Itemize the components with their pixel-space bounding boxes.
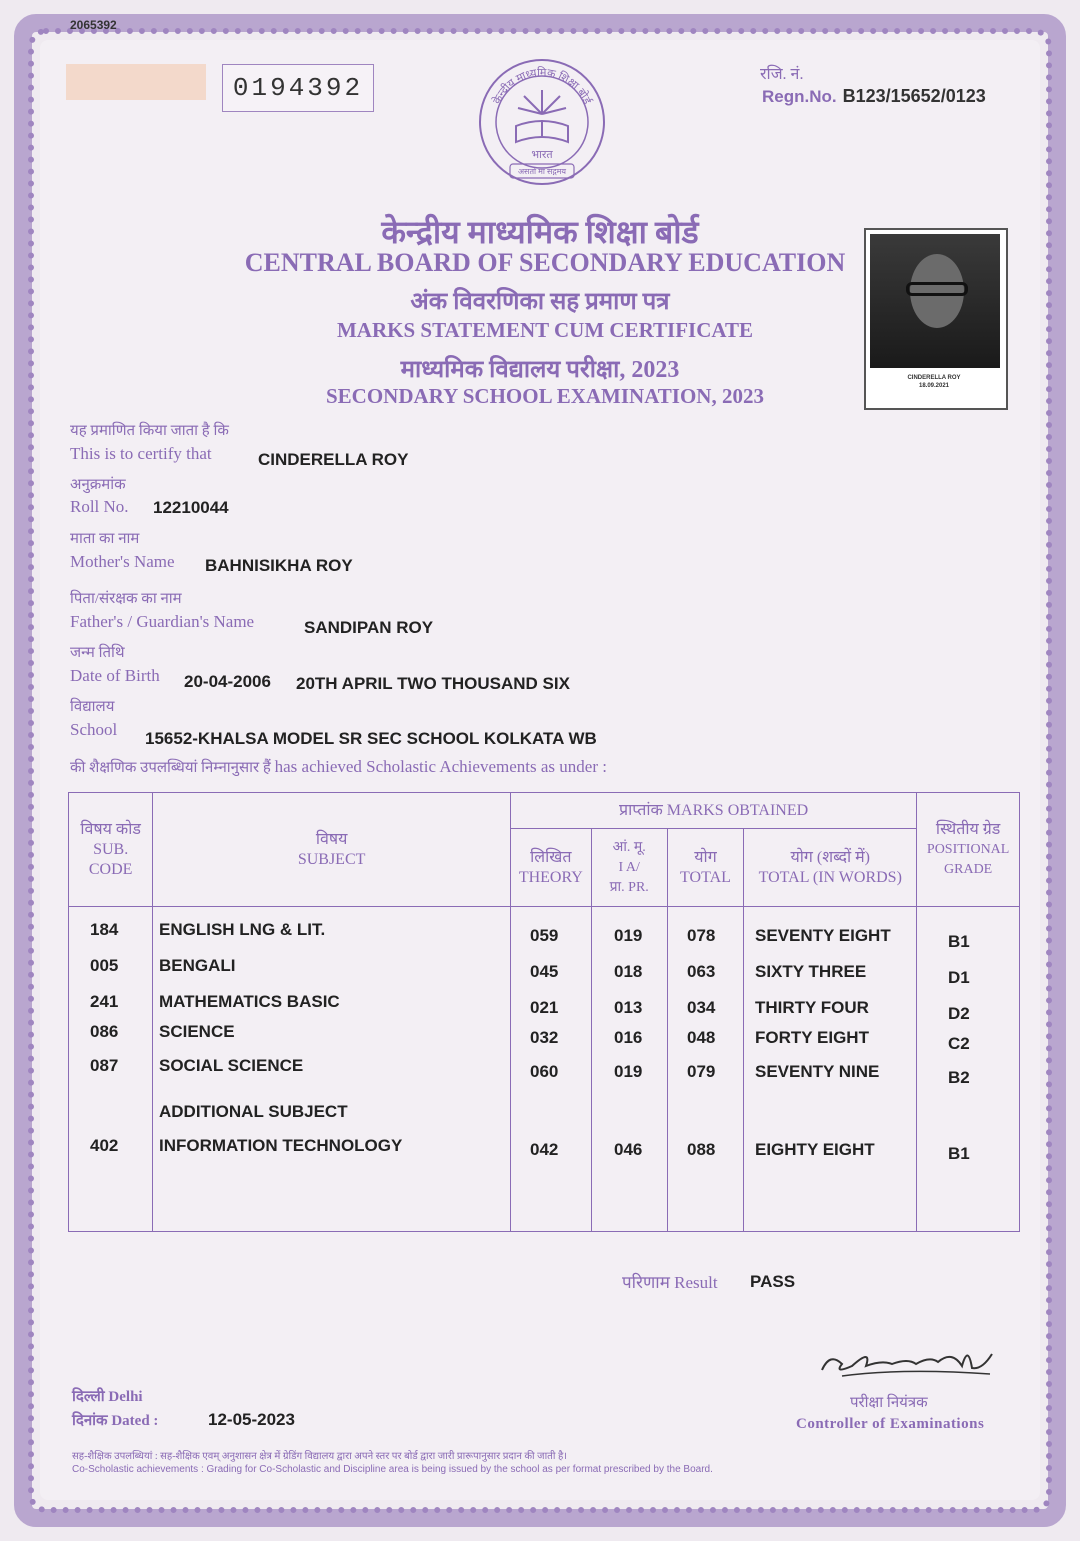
subject-name: SOCIAL SCIENCE xyxy=(159,1056,304,1075)
exam-name-hindi: माध्यमिक विद्यालय परीक्षा, 2023 xyxy=(400,357,680,383)
subject-code: 086 xyxy=(90,1022,119,1041)
header-theory-en: THEORY xyxy=(518,868,583,886)
header-code xyxy=(69,793,153,907)
security-stamp xyxy=(66,64,206,100)
school-label: School xyxy=(70,720,118,739)
glasses-icon xyxy=(906,282,968,296)
certify-label: This is to certify that xyxy=(70,444,212,463)
logo-text-bottom: भारत xyxy=(531,149,553,161)
place-en: Delhi xyxy=(108,1389,143,1405)
result-label-en: Result xyxy=(674,1273,718,1292)
theory-marks: 042 xyxy=(530,1140,559,1159)
total-marks: 034 xyxy=(687,998,716,1017)
subject-code: 402 xyxy=(90,1136,119,1155)
header-ia xyxy=(591,829,667,907)
theory-marks: 059 xyxy=(530,926,559,945)
subject-code: 184 xyxy=(90,920,119,939)
grade: D1 xyxy=(948,968,970,987)
top-serial: 2065392 xyxy=(70,18,117,32)
result-label-hindi: परिणाम xyxy=(622,1273,670,1292)
total-words: THIRTY FOUR xyxy=(755,998,869,1017)
subject-code: 241 xyxy=(90,992,119,1011)
theory-marks: 032 xyxy=(530,1028,559,1047)
ia-marks: 046 xyxy=(614,1140,643,1159)
mother-label: Mother's Name xyxy=(70,552,175,571)
theory-marks: 021 xyxy=(530,998,559,1017)
subject-code: 087 xyxy=(90,1056,119,1075)
roll-label-hindi: अनुक्रमांक xyxy=(70,477,126,493)
header-words xyxy=(744,829,917,907)
header-subject xyxy=(153,793,511,907)
dated-hindi: दिनांक xyxy=(72,1413,108,1429)
dob-value: 20-04-2006 xyxy=(184,672,271,691)
header-marks xyxy=(510,793,916,829)
cert-title-hindi: अंक विवरणिका सह प्रमाण पत्र xyxy=(410,289,670,315)
total-words: SEVENTY NINE xyxy=(755,1062,880,1081)
dob-label: Date of Birth xyxy=(70,666,160,685)
total-words: EIGHTY EIGHT xyxy=(755,1140,875,1159)
header-marks-hindi: प्राप्तांक xyxy=(619,801,663,819)
subject-code: 005 xyxy=(90,956,119,975)
footnote-hindi: सह-शैक्षिक उपलब्धियां : सह-शैक्षिक एवम् अनुशासन क्षेत्र में ग्रेडिंग विद्यालय द्वारा अपने स्तर पर बोर्ड द्वारा जारी प्रारूपानुसार प्रदान की जाती है। xyxy=(72,1451,568,1462)
serial-number: 0194392 xyxy=(222,64,374,112)
certify-label-hindi: यह प्रमाणित किया जाता है कि xyxy=(70,423,229,439)
grade: B1 xyxy=(948,932,970,951)
header-total xyxy=(667,829,744,907)
header-words-en: TOTAL (IN WORDS) xyxy=(758,868,902,886)
header-total-hindi: योग xyxy=(694,848,717,866)
regn-number: B123/15652/0123 xyxy=(842,86,986,106)
subject-name: ENGLISH LNG & LIT. xyxy=(159,920,326,939)
total-words: SIXTY THREE xyxy=(755,962,867,981)
student-name: CINDERELLA ROY xyxy=(258,450,409,469)
registration xyxy=(762,86,986,107)
grade: C2 xyxy=(948,1034,970,1053)
controller-label: Controller of Examinations xyxy=(796,1416,985,1432)
controller-label-hindi: परीक्षा नियंत्रक xyxy=(850,1395,928,1411)
logo-motto: असतो मा सद्गमय xyxy=(517,167,567,176)
roll-number: 12210044 xyxy=(153,498,229,517)
header-grade-en2: GRADE xyxy=(944,861,993,877)
cbse-logo-icon xyxy=(476,56,608,188)
result-value: PASS xyxy=(750,1272,796,1291)
ia-marks: 018 xyxy=(614,962,643,981)
total-words: FORTY EIGHT xyxy=(755,1028,869,1047)
header-grade xyxy=(917,793,1020,907)
subject-name: INFORMATION TECHNOLOGY xyxy=(159,1136,403,1155)
dob-label-hindi: जन्म तिथि xyxy=(70,645,125,661)
total-marks: 063 xyxy=(687,962,716,981)
header-subject-en: SUBJECT xyxy=(297,850,366,868)
board-name-hindi: केन्द्रीय माध्यमिक शिक्षा बोर्ड xyxy=(381,214,699,250)
header-ia-hindi: आं. मू. xyxy=(612,839,646,855)
result-label xyxy=(622,1270,718,1293)
photo-caption xyxy=(866,374,1002,390)
school-name: 15652-KHALSA MODEL SR SEC SCHOOL KOLKATA WB xyxy=(145,729,597,748)
total-marks: 078 xyxy=(687,926,716,945)
header-words-hindi: योग (शब्दों में) xyxy=(790,848,871,866)
subject-name: MATHEMATICS BASIC xyxy=(159,992,340,1011)
header-code-hindi: विषय कोड xyxy=(80,820,141,838)
logo-text-top: केन्द्रीय माध्यमिक शिक्षा बोर्ड xyxy=(491,66,593,107)
dated-en: Dated : xyxy=(111,1413,159,1429)
father-label: Father's / Guardian's Name xyxy=(70,612,255,631)
total-marks: 079 xyxy=(687,1062,716,1081)
header-theory xyxy=(510,829,591,907)
board-name: CENTRAL BOARD OF SECONDARY EDUCATION xyxy=(244,248,846,277)
photo-caption-name: CINDERELLA ROY xyxy=(907,375,961,381)
additional-subject-label: ADDITIONAL SUBJECT xyxy=(159,1102,348,1121)
controller-signature xyxy=(812,1330,1002,1390)
mother-name: BAHNISIKHA ROY xyxy=(205,556,353,575)
dated-label xyxy=(72,1410,158,1430)
total-marks: 048 xyxy=(687,1028,716,1047)
header-grade-hindi: स्थितीय ग्रेड xyxy=(935,820,1001,838)
father-name: SANDIPAN ROY xyxy=(304,618,434,637)
header-code-en2: CODE xyxy=(88,860,133,878)
header-marks-en: MARKS OBTAINED xyxy=(666,801,809,819)
header-theory-hindi: लिखित xyxy=(530,848,572,866)
mother-label-hindi: माता का नाम xyxy=(70,531,140,547)
ia-marks: 013 xyxy=(614,998,643,1017)
theory-marks: 045 xyxy=(530,962,559,981)
total-words: SEVENTY EIGHT xyxy=(755,926,891,945)
ia-marks: 019 xyxy=(614,1062,643,1081)
cert-title: MARKS STATEMENT CUM CERTIFICATE xyxy=(336,318,753,342)
regn-label-hindi: रजि. नं. xyxy=(760,66,804,83)
subject-name: SCIENCE xyxy=(159,1022,235,1041)
grade: B2 xyxy=(948,1068,970,1087)
footnote: Co-Scholastic achievements : Grading for Co-Scholastic and Discipline area is being issued by the school as per format prescribed by the Board. xyxy=(72,1464,713,1475)
total-marks: 088 xyxy=(687,1140,716,1159)
subject-name: BENGALI xyxy=(159,956,236,975)
father-label-hindi: पिता/संरक्षक का नाम xyxy=(70,591,182,607)
grade: D2 xyxy=(948,1004,970,1023)
photo-caption-date: 18.09.2021 xyxy=(918,383,950,389)
date-value: 12-05-2023 xyxy=(208,1410,295,1429)
grade: B1 xyxy=(948,1144,970,1163)
achievements-hindi: की शैक्षणिक उपलब्धियां निम्नानुसार हैं xyxy=(70,760,271,776)
exam-name: SECONDARY SCHOOL EXAMINATION, 2023 xyxy=(326,384,764,408)
regn-label: Regn.No. xyxy=(762,87,837,106)
header-ia-en: I A/ xyxy=(618,859,640,875)
place-hindi: दिल्ली xyxy=(72,1389,105,1405)
header-subject-hindi: विषय xyxy=(315,830,348,848)
photo-image xyxy=(870,234,1000,368)
ia-marks: 019 xyxy=(614,926,643,945)
student-photo xyxy=(864,228,1008,410)
header-pr: प्रा. PR. xyxy=(609,879,649,895)
dob-words: 20TH APRIL TWO THOUSAND SIX xyxy=(296,674,570,693)
achievements-label xyxy=(70,757,607,777)
roll-label: Roll No. xyxy=(70,497,129,516)
school-label-hindi: विद्यालय xyxy=(70,699,115,715)
place xyxy=(72,1386,143,1406)
header-code-en1: SUB. xyxy=(93,840,129,858)
theory-marks: 060 xyxy=(530,1062,559,1081)
header-grade-en1: POSITIONAL xyxy=(926,841,1010,857)
ia-marks: 016 xyxy=(614,1028,643,1047)
header-total-en: TOTAL xyxy=(680,868,731,886)
achievements-en: has achieved Scholastic Achievements as under : xyxy=(274,757,607,776)
